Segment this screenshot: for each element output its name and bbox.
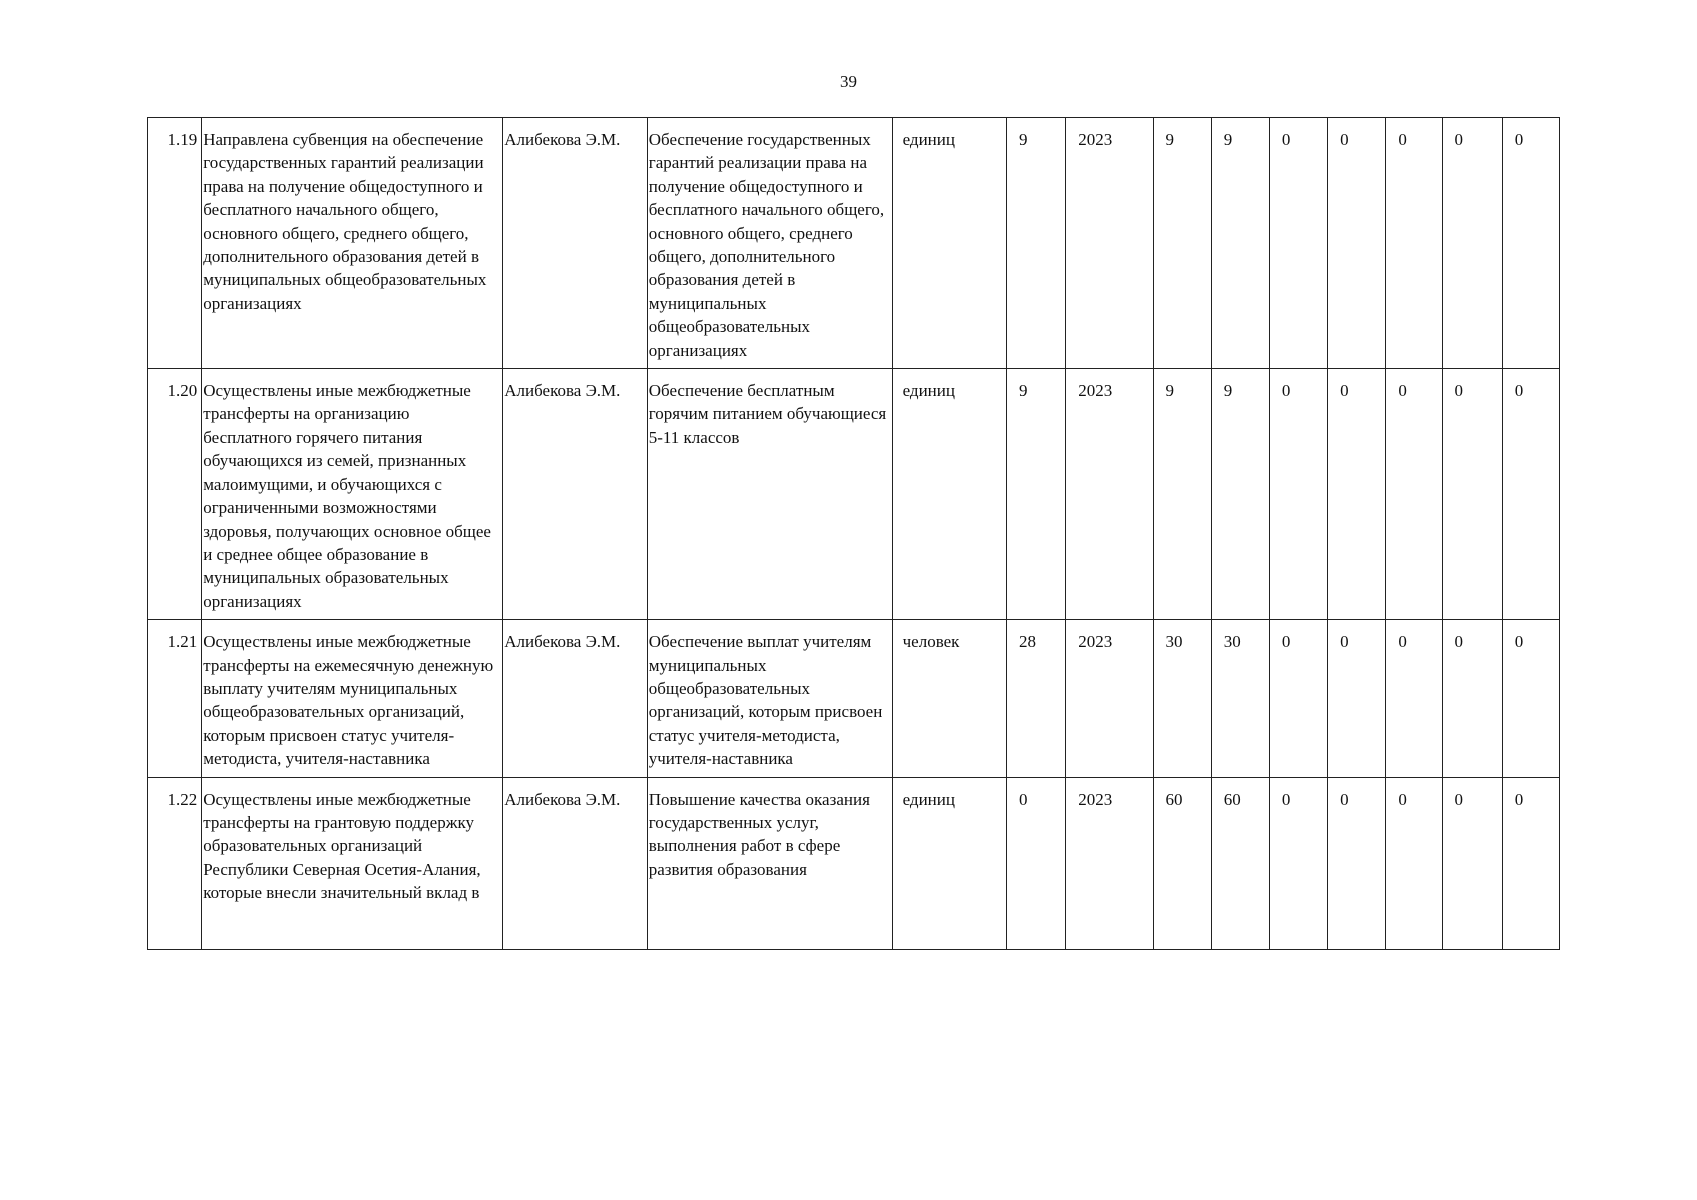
value-cell: 0 (1502, 369, 1559, 620)
value-cell: 0 (1328, 777, 1386, 949)
table-row (148, 118, 1560, 369)
value-cell: 9 (1211, 118, 1269, 369)
responsible-cell: Алибекова Э.М. (503, 777, 648, 949)
base-year-cell: 2023 (1066, 369, 1153, 620)
indicator-cell: Повышение качества оказания государственных услуг, выполнения работ в сфере развития образования (647, 777, 892, 949)
responsible-cell: Алибекова Э.М. (503, 620, 648, 777)
value-cell: 0 (1328, 118, 1386, 369)
event-cell: Осуществлены иные межбюджетные трансферты на ежемесячную денежную выплату учителям муниципальных общеобразовательных организаций, которым присвоен статус учителя-методиста, учителя-наставника (202, 620, 503, 777)
page-number: 39 (840, 72, 857, 91)
unit-cell: человек (892, 620, 1006, 777)
value-cell: 0 (1502, 777, 1559, 949)
unit-cell: единиц (892, 369, 1006, 620)
base-value-cell: 28 (1007, 620, 1066, 777)
value-cell: 0 (1269, 369, 1327, 620)
row-number: 1.20 (148, 369, 202, 620)
responsible-cell: Алибекова Э.М. (503, 369, 648, 620)
value-cell: 0 (1442, 777, 1502, 949)
value-cell: 0 (1386, 118, 1442, 369)
indicator-cell: Обеспечение государственных гарантий реализации права на получение общедоступного и бесплатного начального общего, основного общего, среднего общего, дополнительного образования детей в муниципальных общеобразовательных организациях (647, 118, 892, 369)
row-number: 1.22 (148, 777, 202, 949)
row-number: 1.19 (148, 118, 202, 369)
base-value-cell: 9 (1007, 118, 1066, 369)
value-cell: 0 (1442, 620, 1502, 777)
value-cell: 0 (1328, 620, 1386, 777)
value-cell: 0 (1269, 118, 1327, 369)
value-cell: 9 (1153, 118, 1211, 369)
indicator-cell: Обеспечение выплат учителям муниципальных общеобразовательных организаций, которым присвоен статус учителя-методиста, учителя-наставника (647, 620, 892, 777)
unit-cell: единиц (892, 118, 1006, 369)
value-cell: 60 (1211, 777, 1269, 949)
table-row (148, 620, 1560, 777)
value-cell: 0 (1386, 620, 1442, 777)
base-value-cell: 0 (1007, 777, 1066, 949)
value-cell: 0 (1442, 369, 1502, 620)
event-cell: Осуществлены иные межбюджетные трансферты на грантовую поддержку образовательных организаций Республики Северная Осетия-Алания, которые внесли значительный вклад в (202, 777, 503, 949)
value-cell: 0 (1269, 777, 1327, 949)
table-row (148, 369, 1560, 620)
value-cell: 30 (1211, 620, 1269, 777)
base-year-cell: 2023 (1066, 620, 1153, 777)
indicator-cell: Обеспечение бесплатным горячим питанием обучающиеся 5-11 классов (647, 369, 892, 620)
value-cell: 0 (1386, 369, 1442, 620)
unit-cell: единиц (892, 777, 1006, 949)
value-cell: 0 (1502, 118, 1559, 369)
base-year-cell: 2023 (1066, 777, 1153, 949)
value-cell: 0 (1328, 369, 1386, 620)
value-cell: 30 (1153, 620, 1211, 777)
value-cell: 0 (1386, 777, 1442, 949)
indicators-table (147, 117, 1560, 950)
responsible-cell: Алибекова Э.М. (503, 118, 648, 369)
base-year-cell: 2023 (1066, 118, 1153, 369)
table-row (148, 777, 1560, 949)
row-number: 1.21 (148, 620, 202, 777)
value-cell: 0 (1502, 620, 1559, 777)
event-cell: Направлена субвенция на обеспечение государственных гарантий реализации права на получение общедоступного и бесплатного начального общего, основного общего, среднего общего, дополнительного образования детей в муниципальных общеобразовательных организациях (202, 118, 503, 369)
value-cell: 9 (1153, 369, 1211, 620)
base-value-cell: 9 (1007, 369, 1066, 620)
event-cell: Осуществлены иные межбюджетные трансферты на организацию бесплатного горячего питания обучающихся из семей, признанных малоимущими, и обучающихся с ограниченными возможностями здоровья, получающих основное общее и среднее общее образование в муниципальных образовательных организациях (202, 369, 503, 620)
value-cell: 0 (1269, 620, 1327, 777)
value-cell: 0 (1442, 118, 1502, 369)
value-cell: 60 (1153, 777, 1211, 949)
value-cell: 9 (1211, 369, 1269, 620)
